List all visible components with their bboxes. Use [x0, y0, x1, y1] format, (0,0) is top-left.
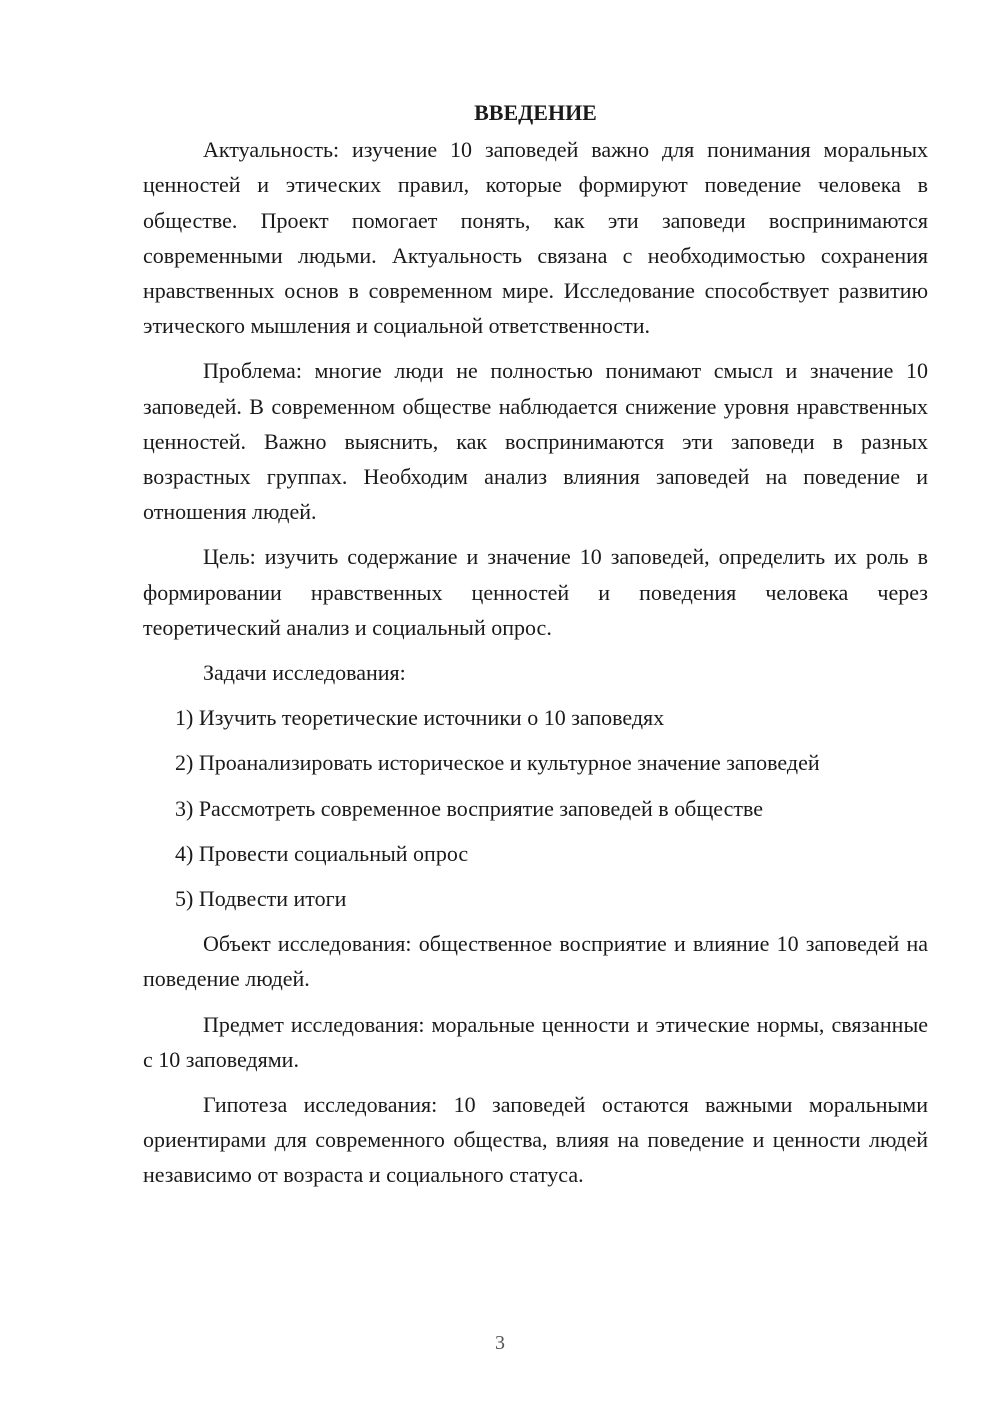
tasks-heading: Задачи исследования: [203, 660, 406, 686]
paragraph-problem: Проблема: многие люди не полностью понимают смысл и значение 10 заповедей. В современном обществе наблюдается снижение уровня нравственных ценностей. Важно выяснить, как воспринимаются эти заповеди в разных возрастных группах. Необходим анализ влияния заповедей на поведение и отношения людей. [143, 358, 928, 525]
paragraph-object: Объект исследования: общественное восприятие и влияние 10 заповедей на поведение людей. [143, 931, 928, 992]
task-item: 2) Проанализировать историческое и культурное значение заповедей [175, 750, 820, 776]
task-item: 5) Подвести итоги [175, 886, 347, 912]
paragraph-subject: Предмет исследования: моральные ценности и этические нормы, связанные с 10 заповедями. [143, 1011, 928, 1072]
section-title: ВВЕДЕНИЕ [474, 100, 597, 125]
task-item: 1) Изучить теоретические источники о 10 заповедях [175, 705, 665, 731]
paragraph-goal: Цель: изучить содержание и значение 10 заповедей, определить их роль в формировании нравственных ценностей и поведения человека через теоретический анализ и социальный опрос. [143, 544, 928, 640]
task-item: 3) Рассмотреть современное восприятие заповедей в обществе [175, 795, 763, 821]
paragraph-hypothesis: Гипотеза исследования: 10 заповедей остаются важными моральными ориентирами для современного общества, влияя на поведение и ценности людей независимо от возраста и социального статуса. [143, 1092, 928, 1188]
tasks-list [143, 700, 928, 916]
task-item: 4) Провести социальный опрос [175, 840, 469, 866]
paragraph-relevance: Актуальность: изучение 10 заповедей важно для понимания моральных ценностей и этических правил, которые формируют поведение человека в обществе. Проект помогает понять, как эти заповеди воспринимаются современными людьми. Актуальность связана с необходимостью сохранения нравственных основ в современном мире. Исследование способствует развитию этического мышления и социальной ответственности. [143, 137, 928, 339]
document-page [143, 95, 928, 1203]
page-number: 3 [495, 1332, 505, 1354]
